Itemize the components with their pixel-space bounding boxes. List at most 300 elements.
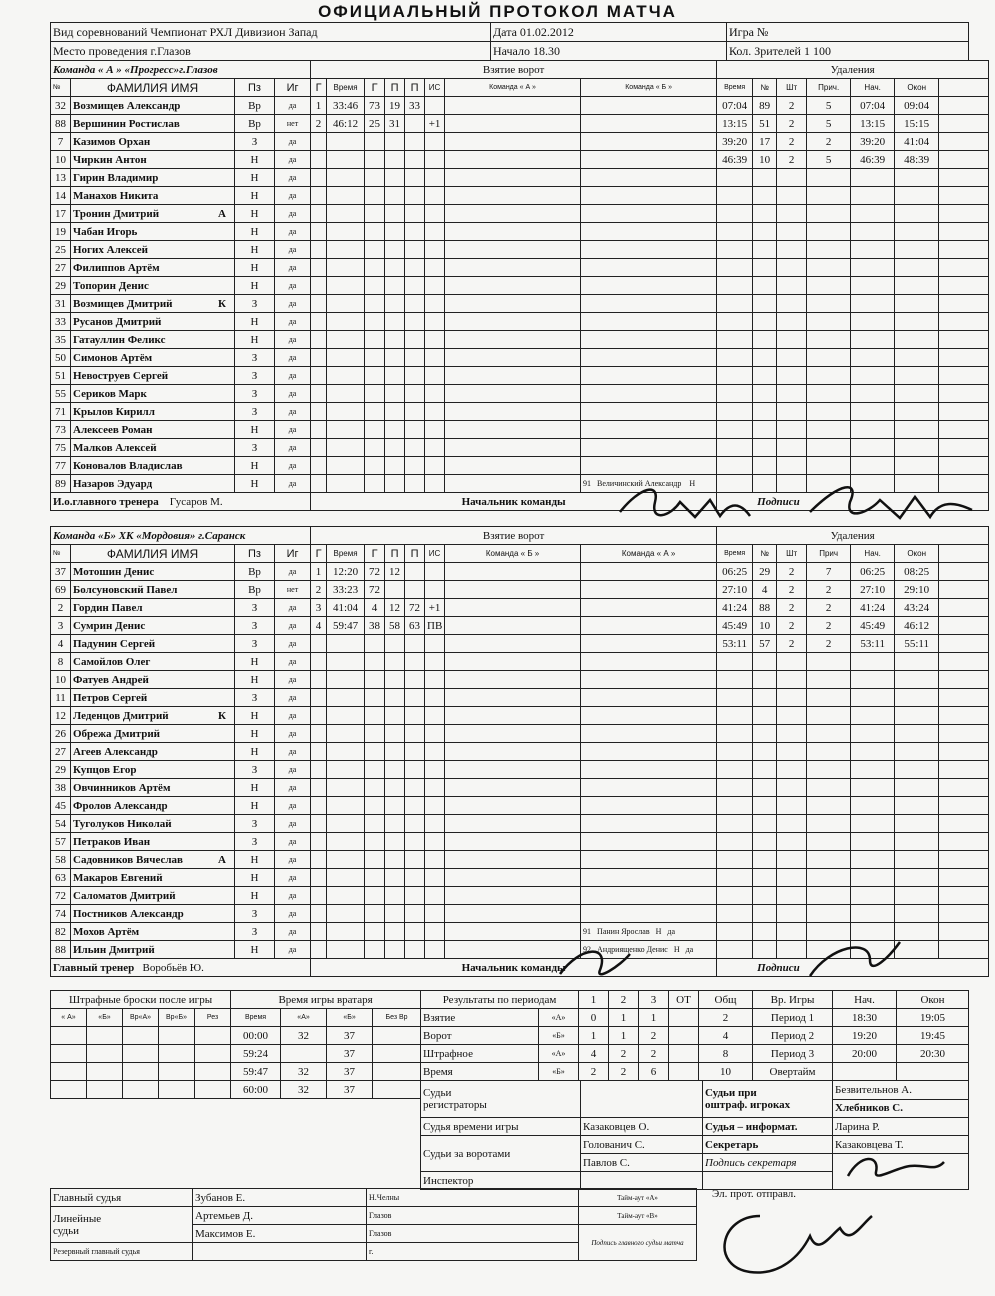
goal-p1: [385, 581, 405, 599]
player-position: Н: [235, 707, 275, 725]
player-name-cell: [71, 205, 235, 223]
penalty-empty: [753, 779, 777, 797]
player-row: [51, 779, 989, 797]
goal-empty: [385, 385, 405, 403]
penalty-empty: [807, 349, 851, 367]
goal-p2: [405, 563, 425, 581]
goal-empty: [425, 779, 445, 797]
player-name: Купцов Егор: [73, 763, 137, 776]
penalty-empty: [895, 331, 939, 349]
penalty-empty: [939, 223, 989, 241]
penalty-empty: [753, 439, 777, 457]
penalty-empty: [851, 671, 895, 689]
player-played: да: [275, 653, 311, 671]
penalty-empty: [939, 367, 989, 385]
goal-empty: [425, 941, 445, 959]
team-col-empty: [445, 223, 581, 241]
team-a-signatures: [600, 482, 980, 532]
penalty-min: 2: [777, 563, 807, 581]
player-name: Обрежа Дмитрий: [73, 727, 161, 740]
linesman-2-city: Глазов: [367, 1225, 579, 1243]
player-row: [51, 187, 989, 205]
col-assist2: П: [405, 545, 425, 563]
team-b-rows: [51, 563, 989, 959]
captain-mark: К: [218, 297, 226, 310]
goal-empty: [365, 403, 385, 421]
goal-empty: [311, 295, 327, 313]
timeout-b: Тайм-аут «В»: [579, 1207, 697, 1225]
goal-g: 1: [311, 97, 327, 115]
team-col-empty: [581, 277, 717, 295]
team-col-empty: [445, 887, 581, 905]
goal-empty: [327, 313, 365, 331]
player-played: нет: [275, 115, 311, 133]
secretary-label: Секретарь: [703, 1136, 833, 1154]
goal-empty: [311, 833, 327, 851]
gk-row: [51, 1081, 421, 1099]
goal-empty: [405, 743, 425, 761]
goal-empty: [405, 815, 425, 833]
player-number: 10: [51, 151, 71, 169]
player-position: Вр: [235, 563, 275, 581]
penalty-empty: [777, 277, 807, 295]
penalty-empty: [851, 385, 895, 403]
penalty-empty: [777, 403, 807, 421]
player-played: да: [275, 133, 311, 151]
penalty-judges-label: Судьи при оштраф. игроках: [703, 1081, 833, 1118]
goal-empty: [425, 169, 445, 187]
goal-empty: [425, 205, 445, 223]
player-number: 51: [51, 367, 71, 385]
player-name: Саломатов Дмитрий: [73, 889, 176, 902]
penalty-empty: [717, 205, 753, 223]
penalty-min: 2: [777, 133, 807, 151]
gk-none: [373, 1027, 421, 1045]
player-name: Невоструев Сергей: [73, 369, 169, 382]
penalty-empty: [895, 815, 939, 833]
player-name: Фролов Александр: [73, 799, 168, 812]
team-col-empty: [581, 833, 717, 851]
player-number: 69: [51, 581, 71, 599]
player-position: Н: [235, 421, 275, 439]
player-number: 4: [51, 635, 71, 653]
penalty-empty: [717, 815, 753, 833]
penalty-empty: [717, 331, 753, 349]
penalty-no: 51: [753, 115, 777, 133]
penalty-empty: [777, 241, 807, 259]
penalty-empty: [753, 205, 777, 223]
goal-empty: [327, 385, 365, 403]
penalty-empty: [851, 241, 895, 259]
goal-empty: [385, 223, 405, 241]
gk-col: «Б»: [327, 1009, 373, 1027]
goal-empty: [327, 851, 365, 869]
player-number: 71: [51, 403, 71, 421]
extra-player-name: Андриященко Денис: [597, 945, 668, 954]
penalty-empty: [753, 277, 777, 295]
player-name: Постников Александр: [73, 907, 184, 920]
team-col-empty: [445, 151, 581, 169]
penalty-min: 2: [777, 151, 807, 169]
goal-g: 2: [311, 115, 327, 133]
penalty-empty: [807, 761, 851, 779]
reserve-ref-city: г.: [367, 1243, 579, 1261]
team-a-goals-section: Взятие ворот: [311, 61, 717, 79]
player-played: да: [275, 187, 311, 205]
shootout-empty: [159, 1045, 195, 1063]
penalty-empty: [939, 349, 989, 367]
gk-col: Без Вр: [373, 1009, 421, 1027]
goal-empty: [365, 743, 385, 761]
player-name-cell: [71, 761, 235, 779]
penalty-empty: [717, 797, 753, 815]
shootout-col: Рез: [195, 1009, 231, 1027]
goal-empty: [327, 743, 365, 761]
penalty-empty: [895, 457, 939, 475]
penalty-no: 10: [753, 151, 777, 169]
team-col-empty: [581, 869, 717, 887]
goal-empty: [311, 385, 327, 403]
player-played: да: [275, 241, 311, 259]
penalty-empty: [939, 671, 989, 689]
player-name-cell: [71, 797, 235, 815]
player-name: Петров Сергей: [73, 691, 148, 704]
penalty-empty: [777, 367, 807, 385]
penalty-empty: [807, 241, 851, 259]
penalty-end: 55:11: [895, 635, 939, 653]
goal-p2: [405, 581, 425, 599]
player-name: Садовников Вячеслав: [73, 853, 183, 866]
team-col-empty: [445, 581, 581, 599]
goal-empty: [385, 331, 405, 349]
team-col-empty: [581, 313, 717, 331]
penalty-empty: [939, 797, 989, 815]
goal-empty: [311, 923, 327, 941]
player-number: 88: [51, 941, 71, 959]
period-name: Период 2: [753, 1027, 833, 1045]
penalty-min: 2: [777, 581, 807, 599]
goal-empty: [327, 923, 365, 941]
shootout-empty: [195, 1081, 231, 1099]
team-col-empty: [581, 761, 717, 779]
penalty-empty: [939, 151, 989, 169]
player-name: Мохов Артём: [73, 925, 140, 938]
penalty-empty: [753, 349, 777, 367]
col-goal: Г: [311, 545, 327, 563]
penalty-empty: [939, 133, 989, 151]
penalty-no: 4: [753, 581, 777, 599]
player-number: 3: [51, 617, 71, 635]
penalty-empty: [807, 797, 851, 815]
linesman-1-city: Глазов: [367, 1207, 579, 1225]
shootout-empty: [87, 1063, 123, 1081]
player-position: З: [235, 439, 275, 457]
penalty-empty: [895, 887, 939, 905]
penalty-empty: [753, 851, 777, 869]
goal-empty: [405, 923, 425, 941]
referees-table: [50, 1188, 697, 1261]
team-b-coach-cell: [51, 959, 311, 977]
penalty-empty: [895, 349, 939, 367]
player-name: Казимов Орхан: [73, 135, 151, 148]
goal-empty: [327, 403, 365, 421]
penalty-empty: [807, 385, 851, 403]
team-col-empty: [445, 457, 581, 475]
goal-time: 59:47: [327, 617, 365, 635]
goal-empty: [365, 385, 385, 403]
goal-empty: [327, 635, 365, 653]
penalty-empty: [851, 689, 895, 707]
goal-empty: [425, 457, 445, 475]
col-name: ФАМИЛИЯ ИМЯ: [71, 545, 235, 563]
penalty-reason: 2: [807, 635, 851, 653]
shootout-empty: [51, 1045, 87, 1063]
penalty-reason: 7: [807, 563, 851, 581]
penalty-empty: [807, 313, 851, 331]
goal-empty: [327, 457, 365, 475]
player-number: 7: [51, 133, 71, 151]
penalty-empty: [753, 223, 777, 241]
player-name-cell: [71, 187, 235, 205]
head-ref-label: Главный судья: [51, 1189, 193, 1207]
penalty-reason: 2: [807, 581, 851, 599]
goal-empty: [311, 887, 327, 905]
goal-empty: [385, 635, 405, 653]
penalty-empty: [851, 743, 895, 761]
goal-empty: [311, 743, 327, 761]
goal-empty: [311, 815, 327, 833]
penalty-empty: [717, 295, 753, 313]
player-name-cell: [71, 349, 235, 367]
col-end: Окон: [895, 79, 939, 97]
player-played: да: [275, 151, 311, 169]
secretary-sign-label: Подпись секретаря: [703, 1154, 833, 1172]
results-row: [421, 1009, 969, 1027]
inspector-value: [581, 1172, 703, 1190]
results-col: ОТ: [669, 991, 699, 1009]
penalty-empty: [895, 725, 939, 743]
penalty-empty: [807, 187, 851, 205]
results-value: 0: [579, 1009, 609, 1027]
team-col-empty: [581, 259, 717, 277]
player-position: Н: [235, 187, 275, 205]
penalty-empty: [717, 277, 753, 295]
gk-row: [51, 1027, 421, 1045]
player-number: 14: [51, 187, 71, 205]
penalty-empty: [807, 331, 851, 349]
col-no: №: [51, 545, 71, 563]
penalty-empty: [895, 653, 939, 671]
player-position: Н: [235, 241, 275, 259]
goal-empty: [365, 923, 385, 941]
penalty-empty: [851, 313, 895, 331]
shootout-empty: [123, 1063, 159, 1081]
penalty-empty: [939, 923, 989, 941]
team-col-empty: [445, 97, 581, 115]
penalty-empty: [807, 743, 851, 761]
col-pos: Пз: [235, 545, 275, 563]
penalty-empty: [777, 707, 807, 725]
team-col-empty: [445, 421, 581, 439]
player-name: Фатуев Андрей: [73, 673, 149, 686]
goal-empty: [405, 797, 425, 815]
player-name-cell: [71, 653, 235, 671]
period-name: Овертайм: [753, 1063, 833, 1081]
goal-empty: [405, 349, 425, 367]
penalty-empty: [939, 779, 989, 797]
goal-empty: [385, 241, 405, 259]
penalty-empty: [939, 439, 989, 457]
player-played: да: [275, 725, 311, 743]
player-name: Агеев Александр: [73, 745, 158, 758]
goal-empty: [425, 223, 445, 241]
player-name: Болсуновский Павел: [73, 583, 178, 596]
team-col-empty: [581, 671, 717, 689]
player-played: да: [275, 779, 311, 797]
player-name-cell: [71, 97, 235, 115]
team-col-empty: [445, 475, 581, 493]
penalty-empty: [717, 761, 753, 779]
penalty-empty: [807, 295, 851, 313]
player-name-cell: [71, 115, 235, 133]
period-end: 20:30: [897, 1045, 969, 1063]
goal-time: 41:04: [327, 599, 365, 617]
goal-empty: [385, 313, 405, 331]
player-number: 12: [51, 707, 71, 725]
player-name-cell: [71, 869, 235, 887]
goal-g: 1: [311, 563, 327, 581]
penalty-empty: [753, 743, 777, 761]
player-name-cell: [71, 923, 235, 941]
penalty-empty: [895, 851, 939, 869]
penalty-empty: [851, 833, 895, 851]
player-number: 19: [51, 223, 71, 241]
inspector-label: Инспектор: [421, 1172, 581, 1190]
results-label: Результаты по периодам: [421, 991, 579, 1009]
penalty-empty: [807, 439, 851, 457]
team-col-empty: [581, 385, 717, 403]
penalty-empty: [777, 421, 807, 439]
player-played: да: [275, 905, 311, 923]
penalty-empty: [777, 457, 807, 475]
player-name: Назаров Эдуард: [73, 477, 153, 490]
goal-empty: [311, 475, 327, 493]
col-time: Время: [327, 79, 365, 97]
penalty-empty: [939, 653, 989, 671]
player-played: да: [275, 563, 311, 581]
goal-empty: [425, 851, 445, 869]
player-name: Мотошин Денис: [73, 565, 155, 578]
penalty-reason: 2: [807, 133, 851, 151]
player-number: 17: [51, 205, 71, 223]
goal-empty: [327, 815, 365, 833]
results-label: Взятие: [421, 1009, 539, 1027]
penalty-empty: [717, 187, 753, 205]
player-row: [51, 403, 989, 421]
team-col-empty: [445, 367, 581, 385]
period-start: 20:00: [833, 1045, 897, 1063]
player-name-cell: [71, 581, 235, 599]
player-row: [51, 313, 989, 331]
team-col-empty: [581, 797, 717, 815]
team-col-empty: [445, 313, 581, 331]
player-name-cell: [71, 133, 235, 151]
penalty-empty: [939, 331, 989, 349]
player-name: Ногих Алексей: [73, 243, 148, 256]
goal-empty: [365, 421, 385, 439]
goal-g: 3: [311, 599, 327, 617]
player-played: да: [275, 385, 311, 403]
player-played: да: [275, 887, 311, 905]
goal-p2: 63: [405, 617, 425, 635]
team-b-coach-label: Главный тренер: [53, 961, 135, 974]
goal-empty: [327, 833, 365, 851]
penalty-min: 2: [777, 115, 807, 133]
player-position: Н: [235, 277, 275, 295]
penalty-empty: [753, 815, 777, 833]
gk-row: [51, 1063, 421, 1081]
penalty-empty: [939, 205, 989, 223]
goal-empty: [425, 761, 445, 779]
player-row: [51, 653, 989, 671]
team-col-empty: [581, 635, 717, 653]
goal-empty: [311, 635, 327, 653]
gk-a: 32: [281, 1027, 327, 1045]
penalty-no: 10: [753, 617, 777, 635]
goal-empty: [385, 923, 405, 941]
goal-empty: [425, 869, 445, 887]
goal-empty: [311, 439, 327, 457]
penalty-empty: [895, 707, 939, 725]
shootout-col: Вр«А»: [123, 1009, 159, 1027]
penalty-end: 41:04: [895, 133, 939, 151]
gk-row: [51, 1045, 421, 1063]
results-value: [669, 1009, 699, 1027]
shootout-empty: [195, 1045, 231, 1063]
penalty-empty: [777, 187, 807, 205]
player-number: 82: [51, 923, 71, 941]
goal-empty: [405, 887, 425, 905]
goal-empty: [327, 277, 365, 295]
extra-player-name: Величинский Александр: [597, 479, 682, 488]
player-position: З: [235, 617, 275, 635]
col-played: Иг: [275, 79, 311, 97]
penalty-empty: [777, 439, 807, 457]
goal-empty: [365, 349, 385, 367]
goal-empty: [311, 941, 327, 959]
goal-empty: [405, 833, 425, 851]
goal-empty: [425, 671, 445, 689]
penalty-empty: [717, 869, 753, 887]
penalty-empty: [717, 259, 753, 277]
goal-empty: [425, 887, 445, 905]
player-name-cell: [71, 475, 235, 493]
col-team-a: Команда « А »: [581, 545, 717, 563]
info-judge-label: Судья – информат.: [703, 1118, 833, 1136]
goal-empty: [365, 277, 385, 295]
player-name-cell: [71, 563, 235, 581]
penalty-empty: [807, 671, 851, 689]
extra-player-played: да: [685, 945, 694, 954]
goal-empty: [425, 349, 445, 367]
penalty-empty: [939, 421, 989, 439]
period-name: Период 3: [753, 1045, 833, 1063]
penalty-start: 45:49: [851, 617, 895, 635]
penalty-reason: 5: [807, 115, 851, 133]
goal-empty: [365, 653, 385, 671]
player-position: З: [235, 815, 275, 833]
player-row: [51, 115, 989, 133]
